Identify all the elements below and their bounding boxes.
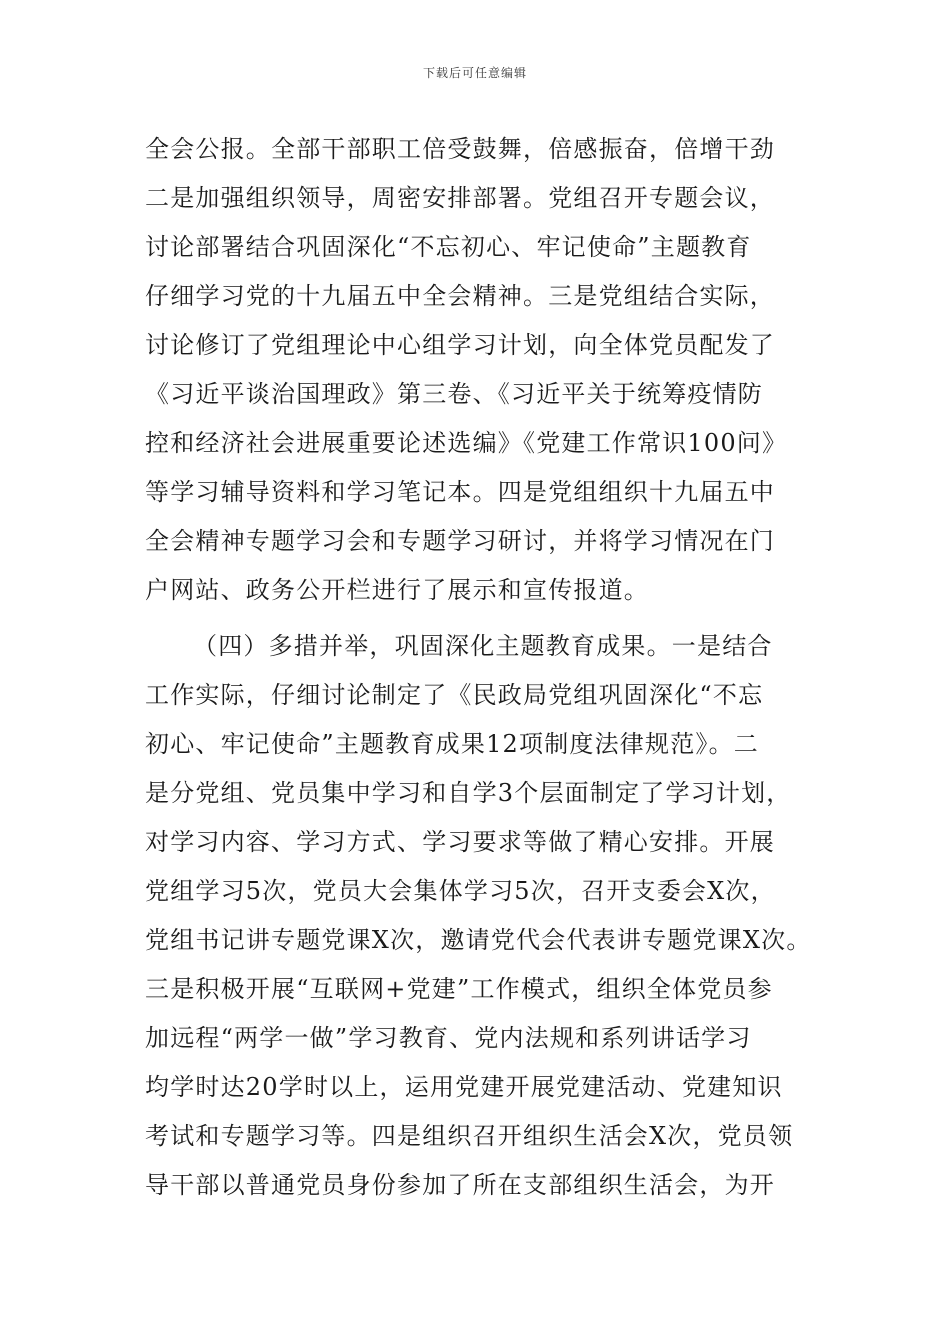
body-line-21: 考试和专题学习等。四是组织召开组织生活会X次，党员领 (145, 1122, 794, 1150)
body-line-14: 是分党组、党员集中学习和自学3个层面制定了学习计划， (145, 779, 792, 807)
body-line-22: 导干部以普通党员身份参加了所在支部组织生活会，为开 (145, 1171, 775, 1199)
body-line-12: 工作实际，仔细讨论制定了《民政局党组巩固深化“不忘 (145, 681, 764, 709)
body-line-18: 三是积极开展“互联网+党建”工作模式，组织全体党员参 (145, 975, 773, 1003)
body-line-3: 讨论部署结合巩固深化“不忘初心、牢记使命”主题教育 (145, 233, 752, 261)
body-line-20: 均学时达20学时以上，运用党建开展党建活动、党建知识 (145, 1073, 783, 1101)
body-line-5: 讨论修订了党组理论中心组学习计划，向全体党员配发了 (145, 331, 775, 359)
body-line-17: 党组书记讲专题党课X次，邀请党代会代表讲专题党课X次。 (145, 926, 812, 954)
body-line-2: 二是加强组织领导，周密安排部署。党组召开专题会议， (145, 184, 775, 212)
body-line-11: （四）多措并举，巩固深化主题教育成果。一是结合 (193, 632, 773, 660)
body-line-7: 控和经济社会进展重要论述选编》《党建工作常识100问》 (145, 429, 788, 457)
body-line-9: 全会精神专题学习会和专题学习研讨，并将学习情况在门 (145, 527, 775, 555)
body-line-13: 初心、牢记使命”主题教育成果12项制度法律规范》。二 (145, 730, 760, 758)
body-line-8: 等学习辅导资料和学习笔记本。四是党组组织十九届五中 (145, 478, 775, 506)
body-line-10: 户网站、政务公开栏进行了展示和宣传报道。 (145, 576, 649, 604)
body-line-1: 全会公报。全部干部职工倍受鼓舞，倍感振奋，倍增干劲 (145, 135, 775, 163)
body-line-6: 《习近平谈治国理政》第三卷、《习近平关于统筹疫情防 (145, 380, 763, 408)
body-line-4: 仔细学习党的十九届五中全会精神。三是党组结合实际， (145, 282, 775, 310)
body-line-16: 党组学习5次，党员大会集体学习5次，召开支委会X次， (145, 877, 776, 905)
body-line-19: 加远程“两学一做”学习教育、党内法规和系列讲话学习 (145, 1024, 752, 1052)
page-header-note: 下载后可任意编辑 (422, 66, 527, 80)
body-line-15: 对学习内容、学习方式、学习要求等做了精心安排。开展 (145, 828, 775, 856)
